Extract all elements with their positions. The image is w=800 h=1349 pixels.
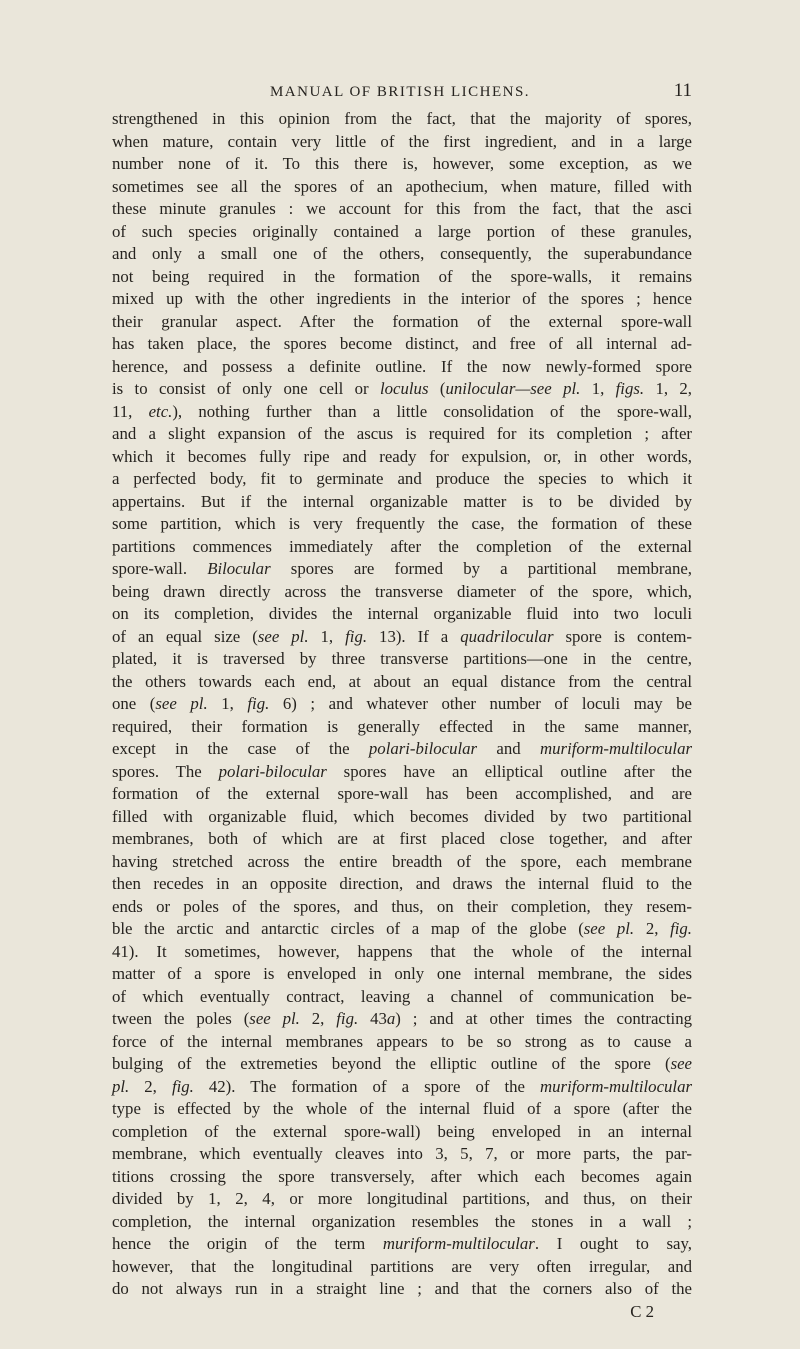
text-line: appertains. But if the internal organizable matter is to be divided by: [112, 491, 692, 511]
text-line: sometimes see all the spores of an apothecium, when mature, filled with: [112, 176, 692, 196]
text-line: having stretched across the entire breadth of the spore, each membrane: [112, 851, 692, 871]
text-line: of an equal size (see pl. 1, fig. 13). If a quadrilocular spore is contem-: [112, 626, 693, 646]
page-number: 11: [673, 80, 692, 101]
text-line: herence, and possess a definite outline. If the now newly-formed spore: [112, 356, 692, 376]
text-line: which it becomes fully ripe and ready for expulsion, or, in other words,: [112, 446, 692, 466]
text-line: some partition, which is very frequently the case, the formation of these: [112, 514, 692, 533]
text-line: on its completion, divides the internal organizable fluid into two loculi: [112, 604, 692, 623]
text-line: number none of it. To this there is, however, some exception, as we: [112, 154, 692, 173]
text-line: membrane, which eventually cleaves into 3, 5, 7, or more parts, the par-: [112, 1144, 692, 1163]
page-header: [0, 80, 800, 110]
text-line: their granular aspect. After the formation of the external spore-wall: [112, 311, 692, 331]
text-line: being drawn directly across the transverse diameter of the spore, which,: [112, 581, 692, 601]
text-line: mixed up with the other ingredients in the interior of the spores ; hence: [112, 289, 692, 308]
text-line: strengthened in this opinion from the fact, that the majority of spores,: [112, 109, 692, 128]
text-line: membranes, both of which are at first placed close together, and after: [112, 829, 692, 848]
text-line: not being required in the formation of the spore-walls, it remains: [112, 266, 692, 286]
text-line: these minute granules : we account for this from the fact, that the asci: [112, 199, 692, 218]
text-line: 11, etc.), nothing further than a little consolidation of the spore-wall,: [112, 401, 692, 421]
text-line: of such species originally contained a large portion of these granules,: [112, 221, 692, 241]
text-line: completion, the internal organization resembles the stones in a wall ;: [112, 1211, 692, 1231]
text-line: filled with organizable fluid, which becomes divided by two partitional: [112, 806, 692, 826]
text-line: one (see pl. 1, fig. 6) ; and whatever other number of loculi may be: [112, 694, 693, 713]
running-head: MANUAL OF BRITISH LICHENS.: [269, 84, 531, 100]
text-line: bulging of the extremeties beyond the elliptic outline of the spore (see: [112, 1054, 692, 1073]
text-line: hence the origin of the term muriform-multilocular. I ought to say,: [112, 1234, 692, 1253]
text-line: then recedes in an opposite direction, and draws the internal fluid to the: [112, 874, 692, 893]
text-line: the others towards each end, at about an equal distance from the central: [112, 671, 692, 691]
text-line: ends or poles of the spores, and thus, on their completion, they resem-: [112, 896, 692, 916]
text-line: type is effected by the whole of the internal fluid of a spore (after the: [112, 1099, 692, 1118]
text-line: spores. The polari-bilocular spores have an elliptical outline after the: [112, 761, 692, 781]
text-line: completion of the external spore-wall) being enveloped in an internal: [112, 1121, 692, 1141]
text-line: 41). It sometimes, however, happens that the whole of the internal: [112, 941, 692, 961]
text-line: partitions commences immediately after the completion of the external: [112, 536, 692, 556]
text-line: of which eventually contract, leaving a channel of communication be-: [112, 986, 692, 1006]
text-line: matter of a spore is enveloped in only one internal membrane, the sides: [112, 964, 692, 983]
text-line: formation of the external spore-wall has been accomplished, and are: [112, 784, 692, 803]
text-line: divided by 1, 2, 4, or more longitudinal partitions, and thus, on their: [112, 1189, 692, 1208]
text-line: ble the arctic and antarctic circles of a map of the globe (see pl. 2, fig.: [112, 919, 692, 938]
text-line: and a slight expansion of the ascus is required for its completion ; after: [112, 424, 692, 443]
text-line: is to consist of only one cell or loculus (unilocular—see pl. 1, figs. 1, 2,: [112, 379, 692, 398]
text-line: spore-wall. Bilocular spores are formed by a partitional membrane,: [112, 559, 692, 578]
text-line: and only a small one of the others, consequently, the superabundance: [112, 244, 692, 263]
text-line: when mature, contain very little of the first ingredient, and in a large: [112, 131, 692, 151]
text-line: required, their formation is generally effected in the same manner,: [112, 716, 692, 736]
text-line: do not always run in a straight line ; and that the corners also of the: [112, 1279, 692, 1298]
text-line: plated, it is traversed by three transverse partitions—one in the centre,: [112, 649, 692, 668]
text-line: has taken place, the spores become distinct, and free of all internal ad-: [112, 334, 692, 353]
signature-mark: C 2: [630, 1301, 654, 1321]
text-line: tween the poles (see pl. 2, fig. 43a) ; and at other times the contracting: [112, 1009, 692, 1028]
text-line: a perfected body, fit to germinate and produce the species to which it: [112, 469, 692, 488]
text-line: pl. 2, fig. 42). The formation of a spore of the muriform-multilocular: [112, 1076, 692, 1096]
text-line: except in the case of the polari-bilocular and muriform-multilocular: [112, 739, 692, 758]
text-line: force of the internal membranes appears to be so strong as to cause a: [112, 1031, 692, 1051]
text-line: however, that the longitudinal partitions are very often irregular, and: [112, 1256, 692, 1276]
text-line: titions crossing the spore transversely, after which each becomes again: [112, 1166, 692, 1186]
body-text: [112, 108, 692, 1323]
